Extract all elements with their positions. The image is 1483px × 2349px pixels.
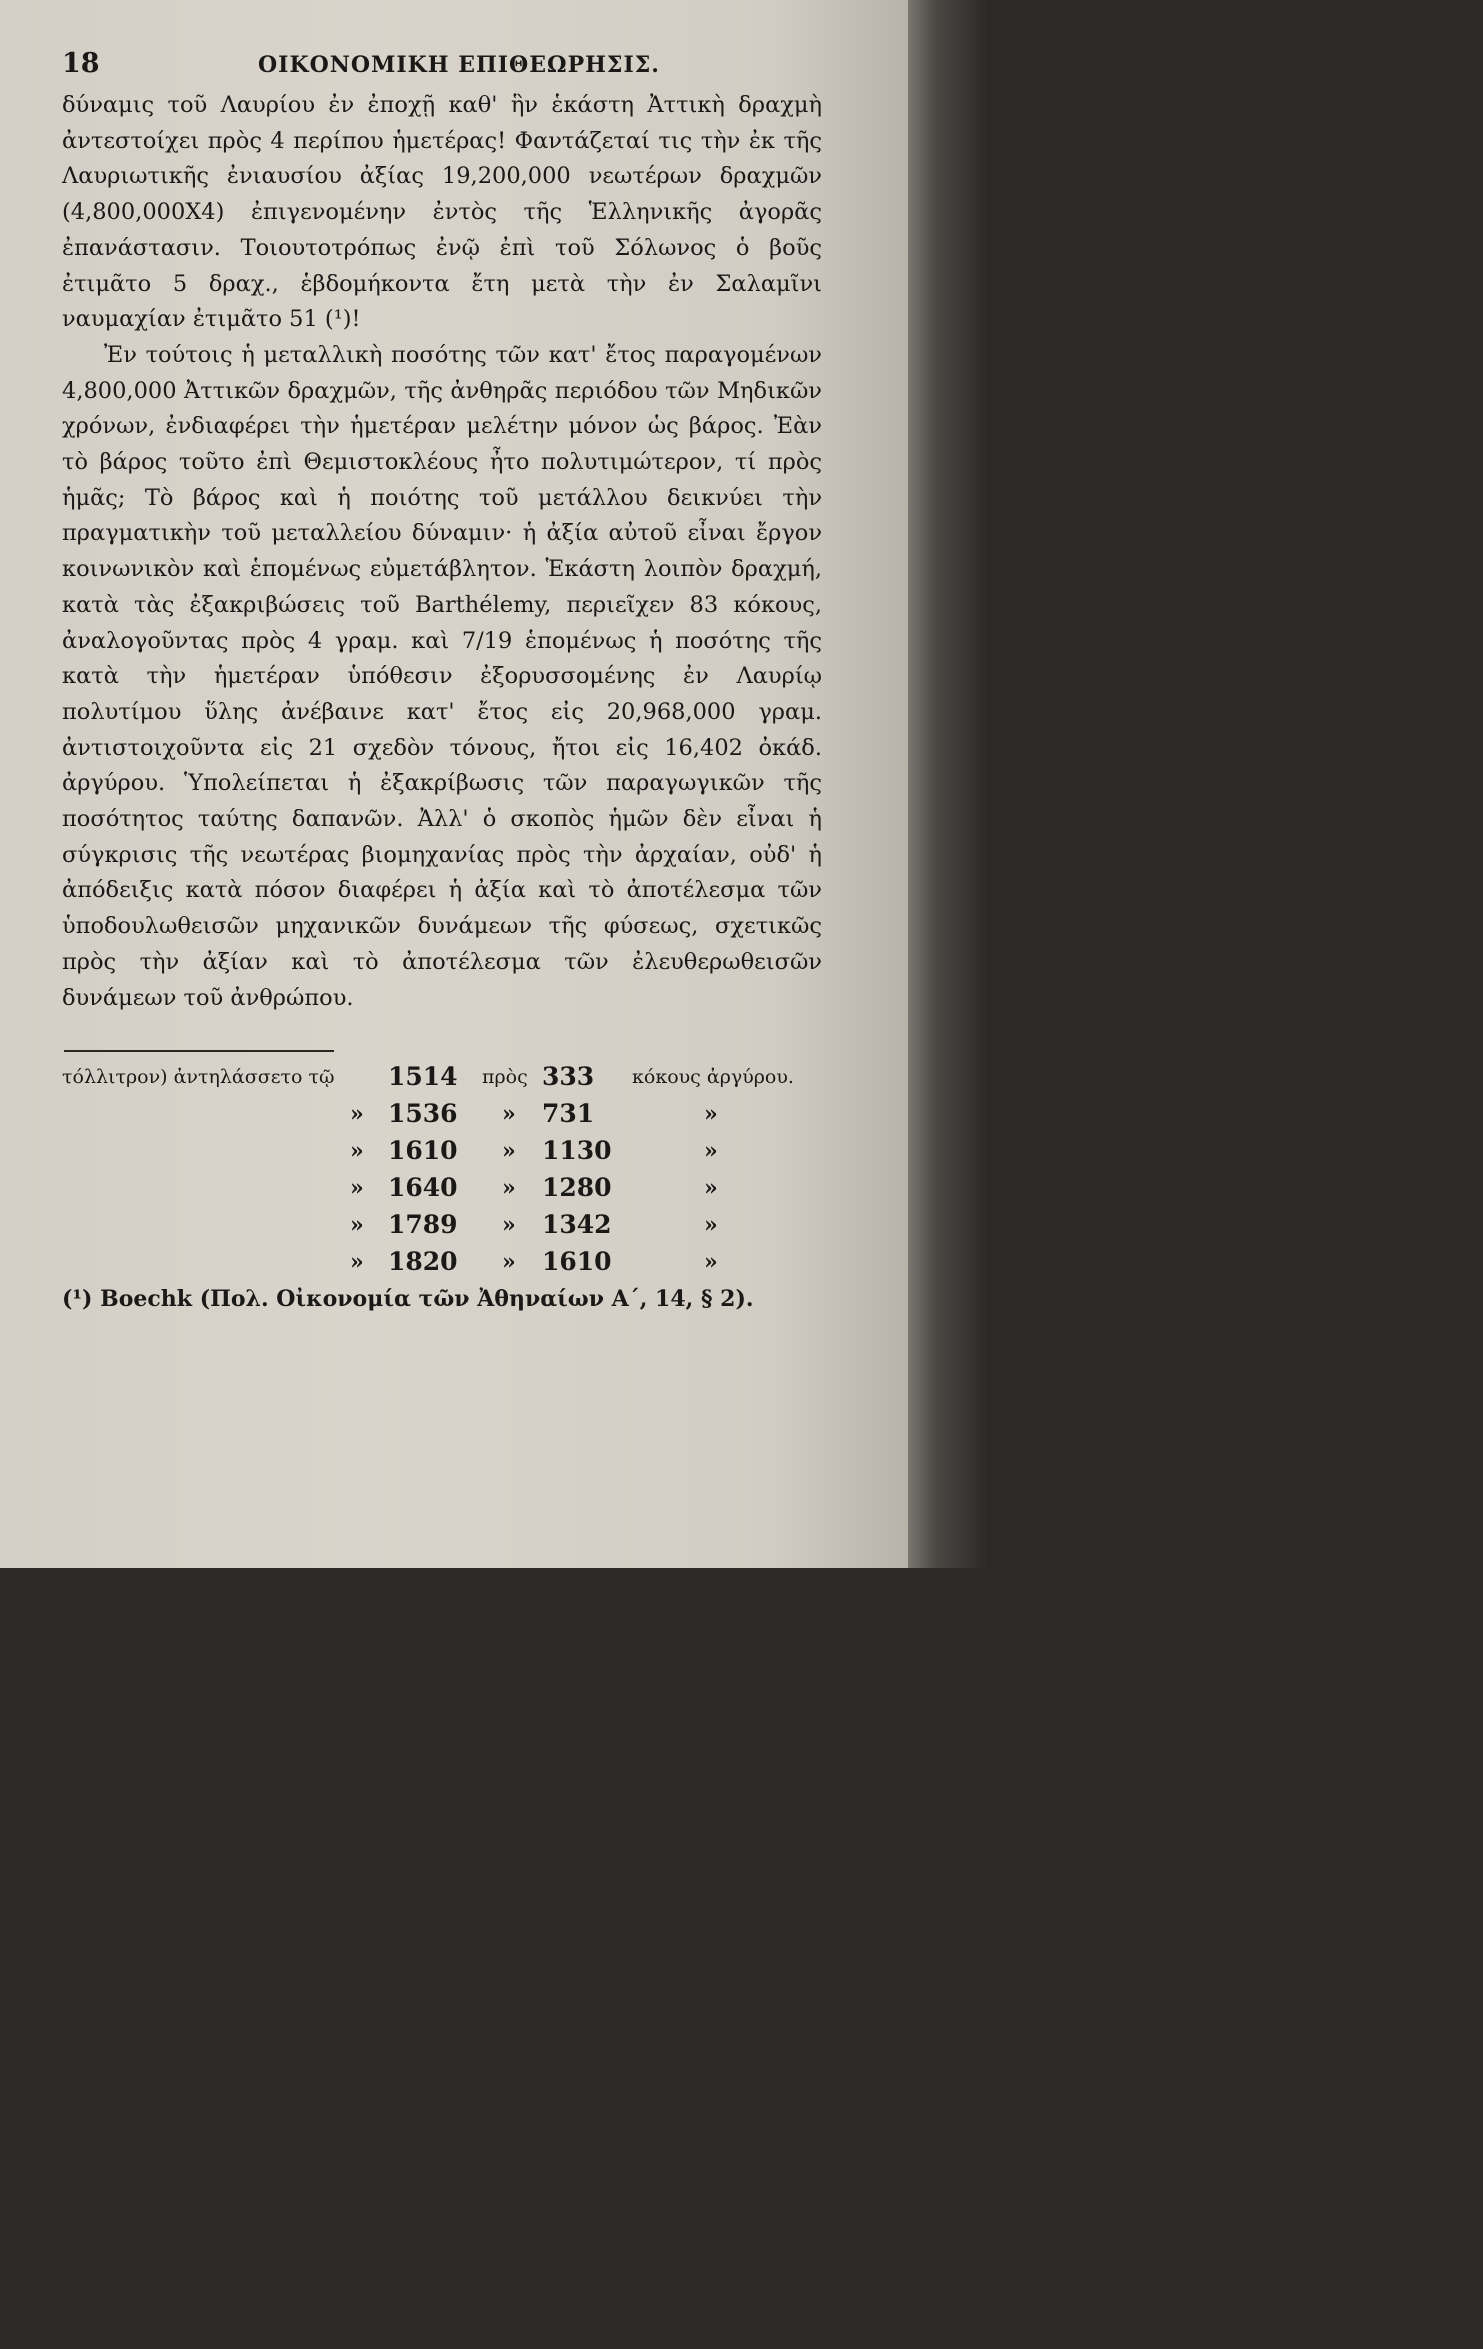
ditto-mark: » (350, 1138, 364, 1165)
ditto-mark: » (502, 1175, 516, 1202)
ditto-mark: » (350, 1212, 364, 1239)
exchange-grains: 333 (542, 1062, 595, 1092)
ditto-mark: » (350, 1101, 364, 1128)
ditto-mark: » (704, 1249, 718, 1276)
ditto-mark: » (704, 1101, 718, 1128)
paragraph-1: δύναμις τοῦ Λαυρίου ἐν ἐποχῇ καθ' ἣν ἑκάστη Ἀττικὴ δραχμὴ ἀντεστοίχει πρὸς 4 περίπου ἡμετέρας! Φαντάζεταί τις τὴν ἐκ τῆς Λαυριωτικῆς ἐνιαυσίου ἀξίας 19,200,000 νεωτέρων δραχμῶν (4,800,000X4) ἐπιγενομένην ἐντὸς τῆς Ἑλληνικῆς ἀγορᾶς ἐπανάστασιν. Τοιουτοτρόπως ἐνῷ ἐπὶ τοῦ Σόλωνος ὁ βοῦς ἐτιμᾶτο 5 δραχ., ἑβδομήκοντα ἔτη μετὰ τὴν ἐν Σαλαμῖνι ναυμαχίαν ἐτιμᾶτο 51 (¹)! (62, 92, 822, 333)
book-page (0, 0, 908, 1568)
exchange-row (62, 1173, 822, 1209)
footnote-mark: (¹) (62, 1286, 93, 1313)
paragraph-2: Ἐν τούτοις ἡ μεταλλικὴ ποσότης τῶν κατ' ἔτος παραγομένων 4,800,000 Ἀττικῶν δραχμῶν, τῆς ἀνθηρᾶς περιόδου τῶν Μηδικῶν χρόνων, ἐνδιαφέρει τὴν ἡμετέραν μελέτην μόνον ὡς βάρος. Ἐὰν τὸ βάρος τοῦτο ἐπὶ Θεμιστοκλέους ἦτο πολυτιμώτερον, τί πρὸς ἡμᾶς; Τὸ βάρος καὶ ἡ ποιότης τοῦ μετάλλου δεικνύει τὴν πραγματικὴν τοῦ μεταλλείου δύναμιν· ἡ ἀξία αὐτοῦ εἶναι ἔργον κοινωνικὸν καὶ ἑπομένως εὐμετάβλητον. Ἑκάστη λοιπὸν δραχμή, κατὰ τὰς ἐξακριβώσεις τοῦ Barthélemy, περιεῖχεν 83 κόκους, ἀναλογοῦντας πρὸς 4 γραμ. καὶ 7/19 ἑπομένως ἡ ποσότης τῆς κατὰ τὴν ἡμετέραν ὑπόθεσιν ἐξορυσσομένης ἐν Λαυρίῳ πολυτίμου ὕλης ἀνέβαινε κατ' ἔτος εἰς 20,968,000 γραμ. ἀντιστοιχοῦντα εἰς 21 σχεδὸν τόνους, ἤτοι εἰς 16,402 ὀκάδ. ἀργύρου. Ὑπολείπεται ἡ ἐξακρίβωσις τῶν παραγωγικῶν τῆς ποσότητος ταύτης δαπανῶν. Ἀλλ' ὁ σκοπὸς ἡμῶν δὲν εἶναι ἡ σύγκρισις τῆς νεωτέρας βιομηχανίας πρὸς τὴν ἀρχαίαν, οὐδ' ἡ ἀπόδειξις κατὰ πόσον διαφέρει ἡ ἀξία καὶ τὸ ἀποτέλεσμα τῶν ὑποδουλωθεισῶν μηχανικῶν δυνάμεων τῆς φύσεως, σχετικῶς πρὸς τὴν ἀξίαν καὶ τὸ ἀποτέλεσμα τῶν ἐλευθερωθεισῶν δυνάμεων τοῦ ἀνθρώπου. (62, 341, 822, 1011)
exchange-year: 1514 (388, 1062, 458, 1092)
exchange-row (62, 1136, 822, 1172)
exchange-unit: κόκους ἀργύρου. (632, 1066, 794, 1089)
exchange-grains: 1610 (542, 1247, 612, 1277)
exchange-year: 1610 (388, 1136, 458, 1166)
ditto-mark: » (350, 1249, 364, 1276)
exchange-year: 1536 (388, 1099, 458, 1129)
exchange-grains: 1130 (542, 1136, 612, 1166)
running-title: ΟΙΚΟΝΟΜΙΚΗ ΕΠΙΘΕΩΡΗΣΙΣ. (258, 52, 660, 78)
footnote-exchange-table (62, 1062, 822, 1318)
running-head (62, 44, 822, 88)
footnote-reference (62, 1286, 822, 1322)
ditto-mark: » (502, 1138, 516, 1165)
page-binding-shadow (908, 0, 990, 1568)
ditto-mark: » (704, 1175, 718, 1202)
page-content (62, 44, 822, 1318)
exchange-lead-text: τόλλιτρον) ἀντηλάσσετο τῷ (62, 1066, 335, 1089)
ditto-mark: » (502, 1212, 516, 1239)
ditto-mark: » (502, 1101, 516, 1128)
exchange-row (62, 1247, 822, 1283)
exchange-year: 1640 (388, 1173, 458, 1203)
ditto-mark: » (502, 1249, 516, 1276)
footnote-divider (64, 1050, 334, 1052)
ditto-mark: » (704, 1212, 718, 1239)
exchange-row (62, 1210, 822, 1246)
exchange-year: 1789 (388, 1210, 458, 1240)
exchange-pros: πρὸς (482, 1066, 528, 1089)
footnote-text: Boechk (Πολ. Οἰκονομία τῶν Ἀθηναίων Α΄, 14, § 2). (100, 1286, 754, 1313)
exchange-grains: 1280 (542, 1173, 612, 1203)
page-number: 18 (62, 48, 100, 79)
ditto-mark: » (704, 1138, 718, 1165)
exchange-grains: 731 (542, 1099, 595, 1129)
exchange-row (62, 1099, 822, 1135)
exchange-year: 1820 (388, 1247, 458, 1277)
exchange-row (62, 1062, 822, 1098)
exchange-grains: 1342 (542, 1210, 612, 1240)
ditto-mark: » (350, 1175, 364, 1202)
